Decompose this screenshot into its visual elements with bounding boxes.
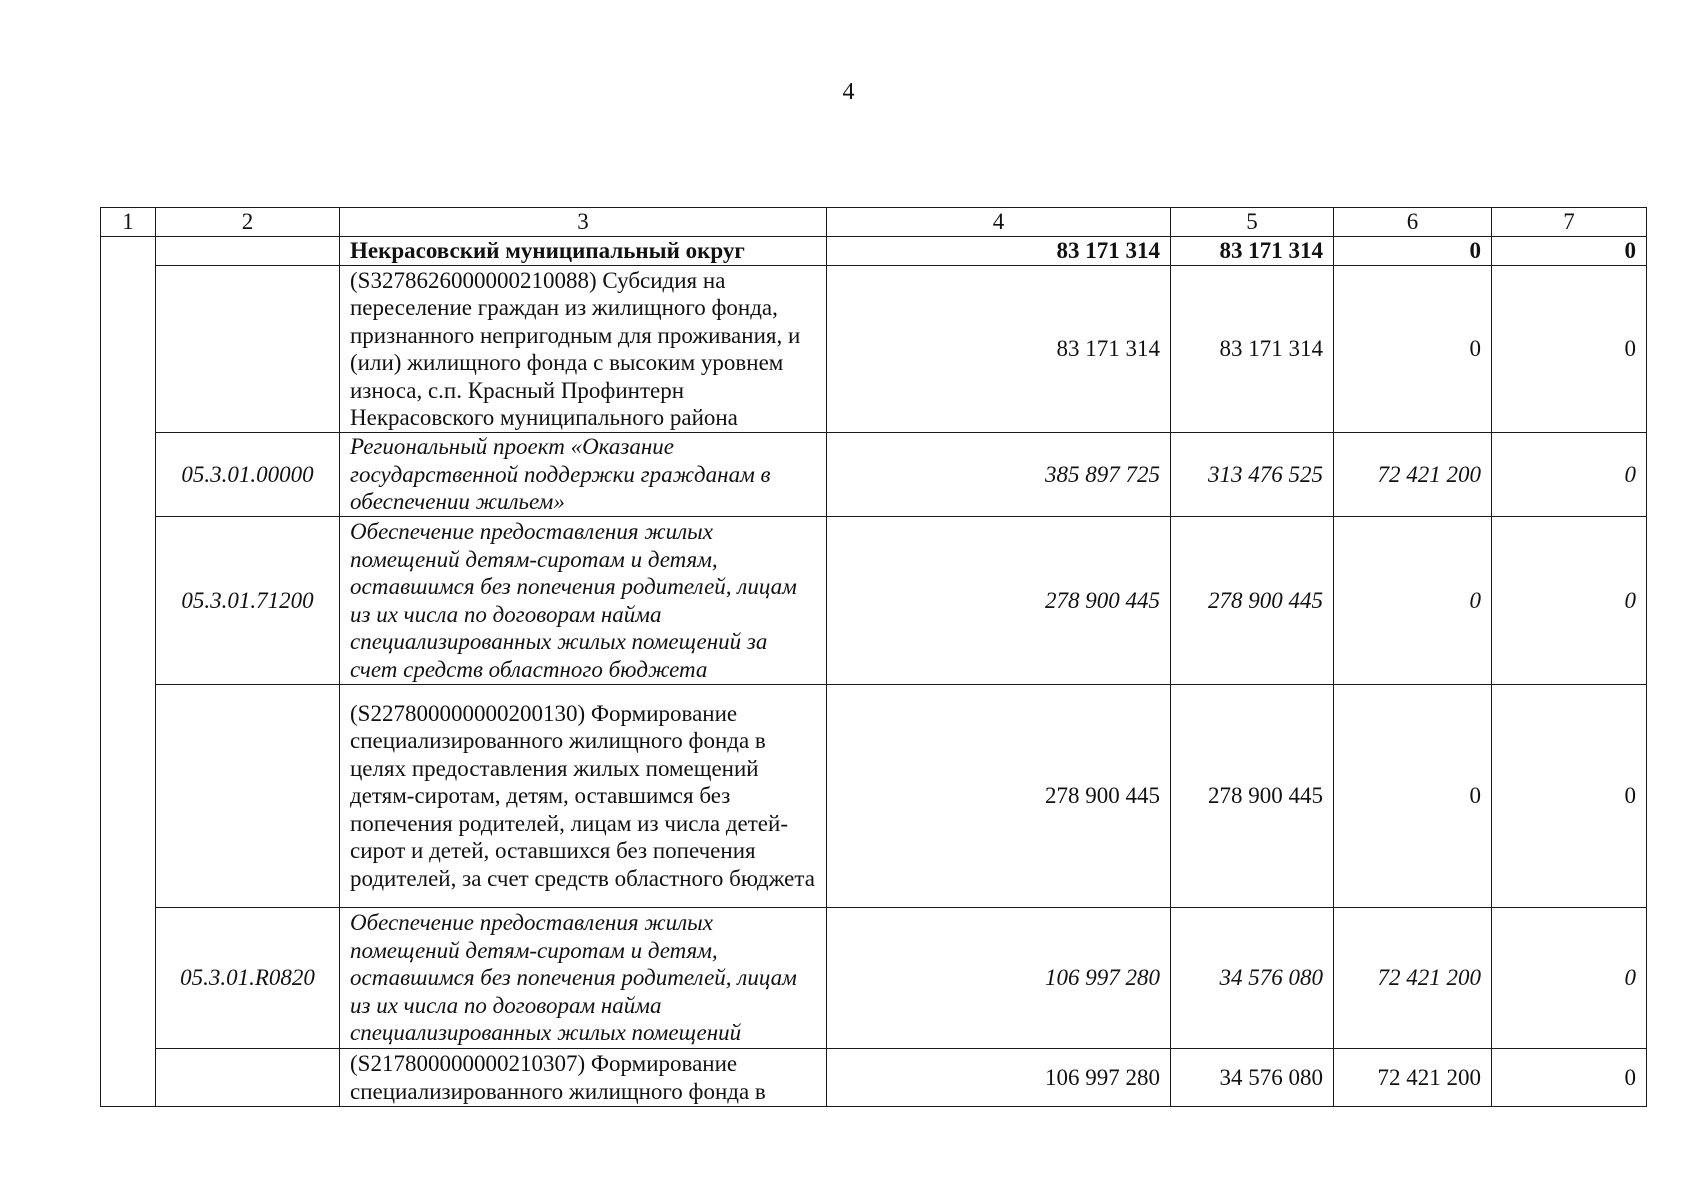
amount-cell: 278 900 445: [827, 517, 1171, 685]
code-cell: 05.3.01.71200: [156, 517, 340, 685]
description-cell: (S227800000000200130) Формирование специализированного жилищного фонда в целях предоставления жилых помещений детям-сиротам, детям, оставшимся без попечения родителей, лицам из числа детей-сирот и детей, оставшихся без попечения родителей, за счет средств областного бюджета: [340, 685, 827, 908]
amount-cell: 72 421 200: [1334, 1049, 1492, 1107]
table-row: [101, 908, 1647, 1049]
amount-cell: 385 897 725: [827, 433, 1171, 517]
page-number: 4: [842, 79, 855, 105]
amount-cell: 278 900 445: [827, 685, 1171, 908]
amount-cell: 278 900 445: [1171, 517, 1334, 685]
amount-cell: 34 576 080: [1171, 1049, 1334, 1107]
amount-cell: 83 171 314: [827, 237, 1171, 266]
column-header: 7: [1492, 208, 1647, 237]
amount-cell: 0: [1492, 266, 1647, 433]
amount-cell: 0: [1334, 685, 1492, 908]
amount-cell: 0: [1492, 433, 1647, 517]
table-row: [101, 433, 1647, 517]
amount-cell: 106 997 280: [827, 908, 1171, 1049]
amount-cell: 72 421 200: [1334, 908, 1492, 1049]
amount-cell: 83 171 314: [1171, 266, 1334, 433]
amount-cell: 0: [1334, 237, 1492, 266]
description-cell: Некрасовский муниципальный округ: [340, 237, 827, 266]
column-header: 4: [827, 208, 1171, 237]
amount-cell: 0: [1492, 517, 1647, 685]
budget-table: [100, 207, 1647, 1107]
amount-cell: 83 171 314: [1171, 237, 1334, 266]
amount-cell: 0: [1492, 685, 1647, 908]
amount-cell: 34 576 080: [1171, 908, 1334, 1049]
table-row: [101, 266, 1647, 433]
column-header: 3: [340, 208, 827, 237]
description-cell: Региональный проект «Оказание государственной поддержки гражданам в обеспечении жильем»: [340, 433, 827, 517]
amount-cell: 0: [1334, 266, 1492, 433]
column-header: 1: [101, 208, 156, 237]
amount-cell: 106 997 280: [827, 1049, 1171, 1107]
amount-cell: 83 171 314: [827, 266, 1171, 433]
amount-cell: 313 476 525: [1171, 433, 1334, 517]
amount-cell: 0: [1334, 517, 1492, 685]
code-cell: [156, 237, 340, 266]
code-cell: [156, 1049, 340, 1107]
row-number-cell: [101, 237, 156, 1107]
description-text: (S217800000000210307) Формирование специализированного жилищного фонда в: [350, 1051, 766, 1104]
table-row: [101, 237, 1647, 266]
code-cell: [156, 266, 340, 433]
amount-cell: 0: [1492, 908, 1647, 1049]
amount-cell: 278 900 445: [1171, 685, 1334, 908]
table-row: [101, 517, 1647, 685]
description-cell: Обеспечение предоставления жилых помещений детям-сиротам и детям, оставшимся без попечения родителей, лицам из их числа по договорам найма специализированных жилых помещений: [340, 908, 827, 1049]
description-cell: [340, 1049, 827, 1107]
description-cell: Обеспечение предоставления жилых помещений детям-сиротам и детям, оставшимся без попечения родителей, лицам из их числа по договорам найма специализированных жилых помещений за счет средств областного бюджета: [340, 517, 827, 685]
table-row: [101, 1049, 1647, 1107]
column-header: 5: [1171, 208, 1334, 237]
table-header-row: [101, 208, 1647, 237]
code-cell: 05.3.01.00000: [156, 433, 340, 517]
amount-cell: 0: [1492, 1049, 1647, 1107]
table-row: [101, 685, 1647, 908]
amount-cell: 72 421 200: [1334, 433, 1492, 517]
code-cell: 05.3.01.R0820: [156, 908, 340, 1049]
column-header: 2: [156, 208, 340, 237]
code-cell: [156, 685, 340, 908]
description-cell: (S3278626000000210088) Субсидия на переселение граждан из жилищного фонда, признанного непригодным для проживания, и (или) жилищного фонда с высоким уровнем износа, с.п. Красный Профинтерн Некрасовского муниципального района: [340, 266, 827, 433]
amount-cell: 0: [1492, 237, 1647, 266]
column-header: 6: [1334, 208, 1492, 237]
